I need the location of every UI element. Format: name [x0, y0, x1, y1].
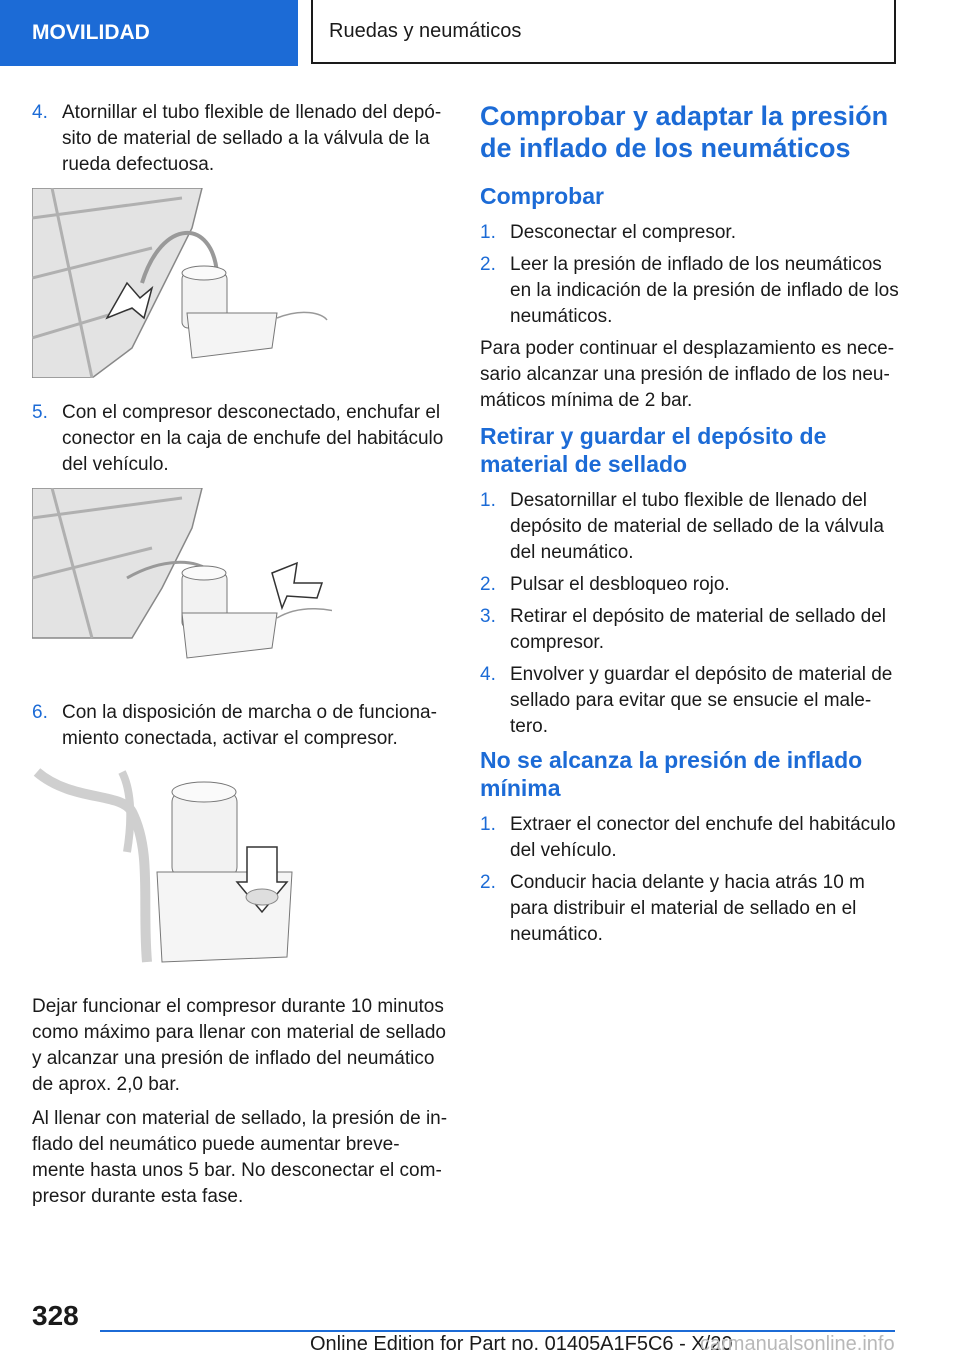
step-item	[480, 662, 900, 740]
step-number: 4.	[480, 664, 496, 685]
step-number: 5.	[32, 402, 48, 423]
step-number: 6.	[32, 702, 48, 723]
step-text: Pulsar el desbloqueo rojo.	[510, 574, 730, 595]
step-text: Con la disposición de marcha o de funciona-miento conectada, activar el compresor.	[62, 702, 437, 749]
step-item	[32, 100, 450, 178]
step-number: 1.	[480, 490, 496, 511]
step-text: Desatornillar el tubo flexible de llenado del depósito de material de sellado de la válvula del neumático.	[510, 490, 884, 563]
step-text: Envolver y guardar el depósito de material de sellado para evitar que se ensucie el male-tero.	[510, 664, 893, 737]
step-item	[32, 400, 450, 478]
step-number: 3.	[480, 606, 496, 627]
left-column	[32, 100, 450, 1218]
paragraph: Al llenar con material de sellado, la presión de in-flado del neumático puede aumentar breve-mente hasta unos 5 bar. No desconectar el com-presor durante esta fase.	[32, 1108, 448, 1207]
step-text: Retirar el depósito de material de sellado del compresor.	[510, 606, 886, 653]
page-header	[0, 0, 960, 66]
subheading-check: Comprobar	[480, 183, 604, 209]
paragraph: Para poder continuar el desplazamiento es nece-sario alcanzar una presión de inflado de los neu-máticos mínima de 2 bar.	[480, 338, 895, 411]
step-item	[480, 488, 900, 566]
step-text: Leer la presión de inflado de los neumáticos en la indicación de la presión de inflado de los neumáticos.	[510, 254, 899, 327]
chapter-title: Ruedas y neumáticos	[311, 0, 896, 64]
step-item	[480, 604, 900, 656]
step-item	[480, 812, 900, 864]
right-column	[480, 100, 900, 954]
step-item	[480, 572, 900, 598]
step-number: 4.	[32, 102, 48, 123]
subheading-remove: Retirar y guardar el depósito de material de sellado	[480, 423, 827, 477]
step-number: 2.	[480, 872, 496, 893]
step-text: Atornillar el tubo flexible de llenado del depó-sito de material de sellado a la válvula de la rueda defectuosa.	[62, 102, 442, 175]
edition-text: Online Edition for Part no. 01405A1F5C6 - X/20	[310, 1333, 733, 1355]
step-number: 2.	[480, 574, 496, 595]
step-item	[32, 700, 450, 752]
step-text: Con el compresor desconectado, enchufar el conector en la caja de enchufe del habitáculo del vehículo.	[62, 402, 444, 475]
subheading-minimum: No se alcanza la presión de inflado mínima	[480, 747, 863, 801]
valve-connection-illustration	[32, 188, 332, 378]
step-item	[480, 870, 900, 948]
step-item	[480, 220, 900, 246]
section-heading: Comprobar y adaptar la presión de inflado de los neumáticos	[480, 101, 889, 163]
step-text: Extraer el conector del enchufe del habitáculo del vehículo.	[510, 814, 896, 861]
section-tab: MOVILIDAD	[0, 0, 298, 66]
step-number: 1.	[480, 222, 496, 243]
step-number: 2.	[480, 254, 496, 275]
compressor-activation-illustration	[32, 762, 332, 972]
step-item	[480, 252, 900, 330]
paragraph: Dejar funcionar el compresor durante 10 minutos como máximo para llenar con material de sellado y alcanzar una presión de inflado del neumático de aprox. 2,0 bar.	[32, 996, 446, 1095]
step-text: Desconectar el compresor.	[510, 222, 736, 243]
footer-divider	[100, 1330, 895, 1332]
step-number: 1.	[480, 814, 496, 835]
plug-connection-illustration	[32, 488, 332, 678]
page-number: 328	[32, 1300, 79, 1331]
step-text: Conducir hacia delante y hacia atrás 10 m para distribuir el material de sellado en el neumático.	[510, 872, 865, 945]
watermark: carmanualsonline.info	[700, 1333, 895, 1355]
